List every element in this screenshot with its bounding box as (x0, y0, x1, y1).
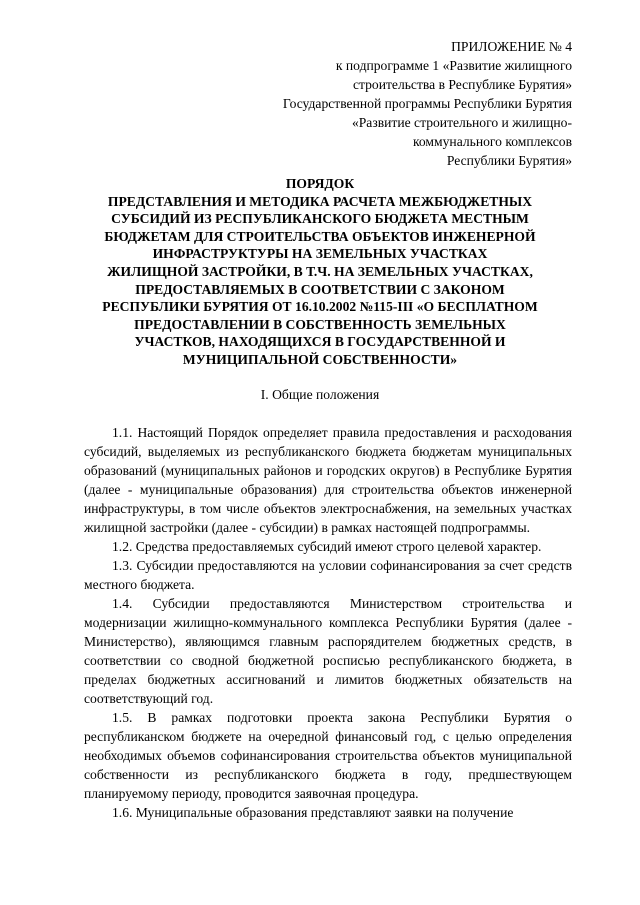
title-line: ПРЕДСТАВЛЕНИЯ И МЕТОДИКА РАСЧЕТА МЕЖБЮДЖЕТНЫХ (107, 193, 533, 209)
paragraph: 1.5. В рамках подготовки проекта закона Республики Бурятия о республиканском бюджете на очередной финансовый год, с целью определения необходимых объемов софинансирования строительства объектов муниципальной собственности из республиканского бюджета в году, предшествующем планируемому периоду, проводится заявочная процедура. (84, 710, 572, 801)
paragraph: 1.3. Субсидии предоставляются на условии софинансирования за счет средств местного бюджета. (84, 558, 572, 592)
title-line: ЖИЛИЩНОЙ ЗАСТРОЙКИ, В Т.Ч. НА ЗЕМЕЛЬНЫХ УЧАСТКАХ, (107, 263, 533, 279)
title-line: ИНФРАСТРУКТУРЫ НА ЗЕМЕЛЬНЫХ УЧАСТКАХ (152, 246, 488, 262)
title-line: СУБСИДИЙ ИЗ РЕСПУБЛИКАНСКОГО БЮДЖЕТА МЕСТНЫМ (111, 211, 529, 227)
document-title (64, 175, 576, 369)
appendix-line: строительства в Республике Бурятия» (352, 77, 572, 92)
title-line: ПОРЯДОК (285, 176, 355, 191)
paragraph: 1.2. Средства предоставляемых субсидий имеют строго целевой характер. (112, 539, 542, 554)
appendix-line: к подпрограмме 1 «Развитие жилищного (335, 58, 572, 73)
body-text (84, 423, 572, 822)
paragraph: 1.1. Настоящий Порядок определяет правила предоставления и расходования субсидий, выделяемых из республиканского бюджета бюджетам муниципальных образований (муниципальных районов и городских округов) в Республике Бурятия (далее - муниципальные образования) для строительства объектов инженерной инфраструктуры, в том числе объектов электроснабжения, на земельных участках жилищной застройки (далее - субсидии) в рамках настоящей подпрограммы. (84, 425, 572, 535)
appendix-line: ПРИЛОЖЕНИЕ № 4 (451, 39, 572, 54)
appendix-line: «Развитие строительного и жилищно- (351, 115, 572, 130)
section-heading: I. Общие положения (260, 387, 380, 402)
appendix-line: Республики Бурятия» (446, 153, 572, 168)
appendix-line: Государственной программы Республики Бурятия (282, 96, 572, 111)
paragraph: 1.6. Муниципальные образования представляют заявки на получение (112, 805, 514, 820)
appendix-header (220, 37, 572, 170)
paragraph: 1.4. Субсидии предоставляются Министерством строительства и модернизации жилищно-коммунального комплекса Республики Бурятия (далее - Министерство), являющимся главным распорядителем бюджетных средств, в соответствии со сводной бюджетной росписью республиканского бюджета, в пределах бюджетных ассигнований и лимитов бюджетных обязательств на соответствующий год. (84, 596, 572, 706)
title-line: БЮДЖЕТАМ ДЛЯ СТРОИТЕЛЬСТВА ОБЪЕКТОВ ИНЖЕНЕРНОЙ (104, 228, 536, 244)
title-line: ПРЕДОСТАВЛЯЕМЫХ В СООТВЕТСТВИИ С ЗАКОНОМ (135, 281, 505, 297)
title-line: МУНИЦИПАЛЬНОЙ СОБСТВЕННОСТИ» (182, 351, 458, 367)
title-line: УЧАСТКОВ, НАХОДЯЩИХСЯ В ГОСУДАРСТВЕННОЙ И (134, 334, 506, 350)
title-line: ПРЕДОСТАВЛЕНИИ В СОБСТВЕННОСТЬ ЗЕМЕЛЬНЫХ (134, 316, 506, 332)
title-line: РЕСПУБЛИКИ БУРЯТИЯ ОТ 16.10.2002 №115-III «О БЕСПЛАТНОМ (102, 299, 538, 315)
appendix-line: коммунального комплексов (412, 134, 572, 149)
